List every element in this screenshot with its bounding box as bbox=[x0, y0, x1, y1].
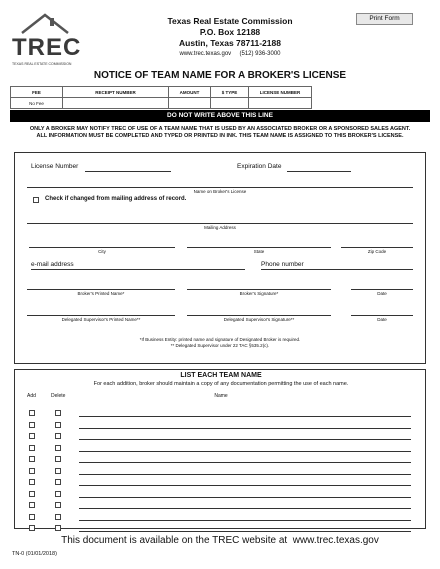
expiration-date-label: Expiration Date bbox=[237, 163, 282, 170]
add-checkbox[interactable] bbox=[29, 433, 35, 439]
delete-checkbox[interactable] bbox=[55, 422, 61, 428]
delete-checkbox[interactable] bbox=[55, 456, 61, 462]
address-changed-label: Check if changed from mailing address of record. bbox=[45, 196, 187, 202]
team-name-field[interactable] bbox=[79, 485, 411, 486]
agency-city: Austin, Texas 78711-2188 bbox=[179, 38, 281, 48]
agency-po-box: P.O. Box 12188 bbox=[199, 27, 261, 37]
broker-info-section bbox=[14, 152, 426, 364]
broker-name-field[interactable] bbox=[27, 187, 413, 188]
delete-checkbox[interactable] bbox=[55, 514, 61, 520]
add-checkbox[interactable] bbox=[29, 479, 35, 485]
delegated-date-field[interactable] bbox=[351, 315, 413, 316]
expiration-date-field[interactable] bbox=[287, 171, 351, 172]
receipt-cell bbox=[63, 98, 169, 109]
phone-field[interactable] bbox=[261, 269, 413, 270]
notice-line-2: ALL INFORMATION MUST BE COMPLETED AND TYPED OR PRINTED IN INK. THIS TEAM NAME IS ASSIGNED TO THIS BROKER'S LICENSE. bbox=[36, 133, 404, 139]
license-number-label: License Number bbox=[31, 163, 79, 170]
team-name-field[interactable] bbox=[79, 451, 411, 452]
team-name-field[interactable] bbox=[79, 474, 411, 475]
do-not-write-bar: DO NOT WRITE ABOVE THIS LINE bbox=[10, 110, 430, 122]
fee-cell: No Fee bbox=[11, 98, 63, 109]
city-caption: City bbox=[98, 249, 106, 254]
email-label: e-mail address bbox=[31, 261, 74, 268]
city-field[interactable] bbox=[29, 247, 175, 248]
zip-field[interactable] bbox=[341, 247, 413, 248]
amount-cell bbox=[169, 98, 211, 109]
form-title: NOTICE OF TEAM NAME FOR A BROKER'S LICENSE bbox=[93, 70, 347, 81]
license-header: LICENSE NUMBER bbox=[249, 87, 312, 98]
delete-checkbox[interactable] bbox=[55, 525, 61, 531]
delegated-printed-name-caption: Delegated Supervisor's Printed Name** bbox=[61, 317, 141, 322]
broker-name-caption: Name on Broker's License bbox=[193, 189, 247, 194]
trec-logo bbox=[10, 12, 80, 67]
agency-contact: www.trec.texas.gov (512) 936-3000 bbox=[179, 51, 281, 57]
add-column-header: Add bbox=[27, 393, 36, 399]
state-field[interactable] bbox=[187, 247, 331, 248]
type-cell bbox=[211, 98, 249, 109]
team-name-field[interactable] bbox=[79, 428, 411, 429]
mailing-address-field[interactable] bbox=[27, 223, 413, 224]
logo-subtitle: TEXAS REAL ESTATE COMMISSION bbox=[12, 62, 72, 66]
team-name-field[interactable] bbox=[79, 520, 411, 521]
delete-checkbox[interactable] bbox=[55, 479, 61, 485]
receipt-header: RECEIPT NUMBER bbox=[63, 87, 169, 98]
address-changed-checkbox[interactable] bbox=[33, 197, 39, 203]
broker-date-caption: Date bbox=[377, 291, 387, 296]
phone-label: Phone number bbox=[261, 261, 304, 268]
team-name-section bbox=[14, 369, 426, 529]
footer-website-note: This document is available on the TREC website at www.trec.texas.gov bbox=[61, 535, 379, 546]
state-caption: State bbox=[253, 249, 265, 254]
license-cell bbox=[249, 98, 312, 109]
delete-column-header: Delete bbox=[51, 393, 66, 399]
amount-header: AMOUNT bbox=[169, 87, 211, 98]
footnote-1: *If Business Entity: printed name and signature of Designated Broker is required. bbox=[139, 337, 301, 342]
delete-checkbox[interactable] bbox=[55, 410, 61, 416]
team-name-field[interactable] bbox=[79, 531, 411, 532]
add-checkbox[interactable] bbox=[29, 410, 35, 416]
add-checkbox[interactable] bbox=[29, 456, 35, 462]
print-form-button[interactable]: Print Form bbox=[356, 13, 413, 25]
delete-checkbox[interactable] bbox=[55, 445, 61, 451]
team-name-field[interactable] bbox=[79, 462, 411, 463]
notice-line-1: ONLY A BROKER MAY NOTIFY TREC OF USE OF A TEAM NAME THAT IS USED BY AN ASSOCIATED BROKER OR A SPONSORED SALES AGENT. bbox=[29, 126, 411, 132]
name-column-header: Name bbox=[214, 393, 228, 399]
team-section-subtitle: For each addition, broker should maintain a copy of any documentation permitting the use of each name. bbox=[93, 381, 349, 387]
footnote-2: ** Delegated Supervisor under 22 TAC §535.2(c). bbox=[170, 343, 270, 348]
fee-header: FEE bbox=[11, 87, 63, 98]
notice-text bbox=[10, 126, 430, 140]
add-checkbox[interactable] bbox=[29, 445, 35, 451]
logo-text: TREC bbox=[12, 34, 82, 61]
add-checkbox[interactable] bbox=[29, 514, 35, 520]
team-name-field[interactable] bbox=[79, 439, 411, 440]
team-name-field[interactable] bbox=[79, 497, 411, 498]
email-field[interactable] bbox=[31, 269, 245, 270]
delete-checkbox[interactable] bbox=[55, 491, 61, 497]
team-name-field[interactable] bbox=[79, 508, 411, 509]
add-checkbox[interactable] bbox=[29, 491, 35, 497]
zip-caption: Zip Code bbox=[367, 249, 387, 254]
delegated-signature-field[interactable] bbox=[187, 315, 331, 316]
delete-checkbox[interactable] bbox=[55, 468, 61, 474]
house-roof-icon bbox=[20, 12, 70, 34]
delete-checkbox[interactable] bbox=[55, 433, 61, 439]
team-section-title: LIST EACH TEAM NAME bbox=[180, 372, 262, 379]
broker-date-field[interactable] bbox=[351, 289, 413, 290]
add-checkbox[interactable] bbox=[29, 422, 35, 428]
fee-table bbox=[10, 86, 312, 109]
broker-printed-name-caption: Broker's Printed Name* bbox=[77, 291, 125, 296]
add-checkbox[interactable] bbox=[29, 468, 35, 474]
delete-checkbox[interactable] bbox=[55, 502, 61, 508]
agency-name: Texas Real Estate Commission bbox=[167, 16, 293, 26]
add-checkbox[interactable] bbox=[29, 502, 35, 508]
mailing-address-caption: Mailing Address bbox=[204, 225, 236, 230]
broker-printed-name-field[interactable] bbox=[27, 289, 175, 290]
delegated-printed-name-field[interactable] bbox=[27, 315, 175, 316]
agency-header bbox=[130, 16, 330, 59]
team-name-field[interactable] bbox=[79, 416, 411, 417]
form-id: TN-0 (01/01/2018) bbox=[12, 551, 57, 557]
license-number-field[interactable] bbox=[85, 171, 171, 172]
broker-signature-field[interactable] bbox=[187, 289, 331, 290]
type-header: $ TYPE bbox=[211, 87, 249, 98]
add-checkbox[interactable] bbox=[29, 525, 35, 531]
delegated-signature-caption: Delegated Supervisor's Signature** bbox=[223, 317, 295, 322]
delegated-date-caption: Date bbox=[377, 317, 387, 322]
broker-signature-caption: Broker's Signature* bbox=[239, 291, 279, 296]
